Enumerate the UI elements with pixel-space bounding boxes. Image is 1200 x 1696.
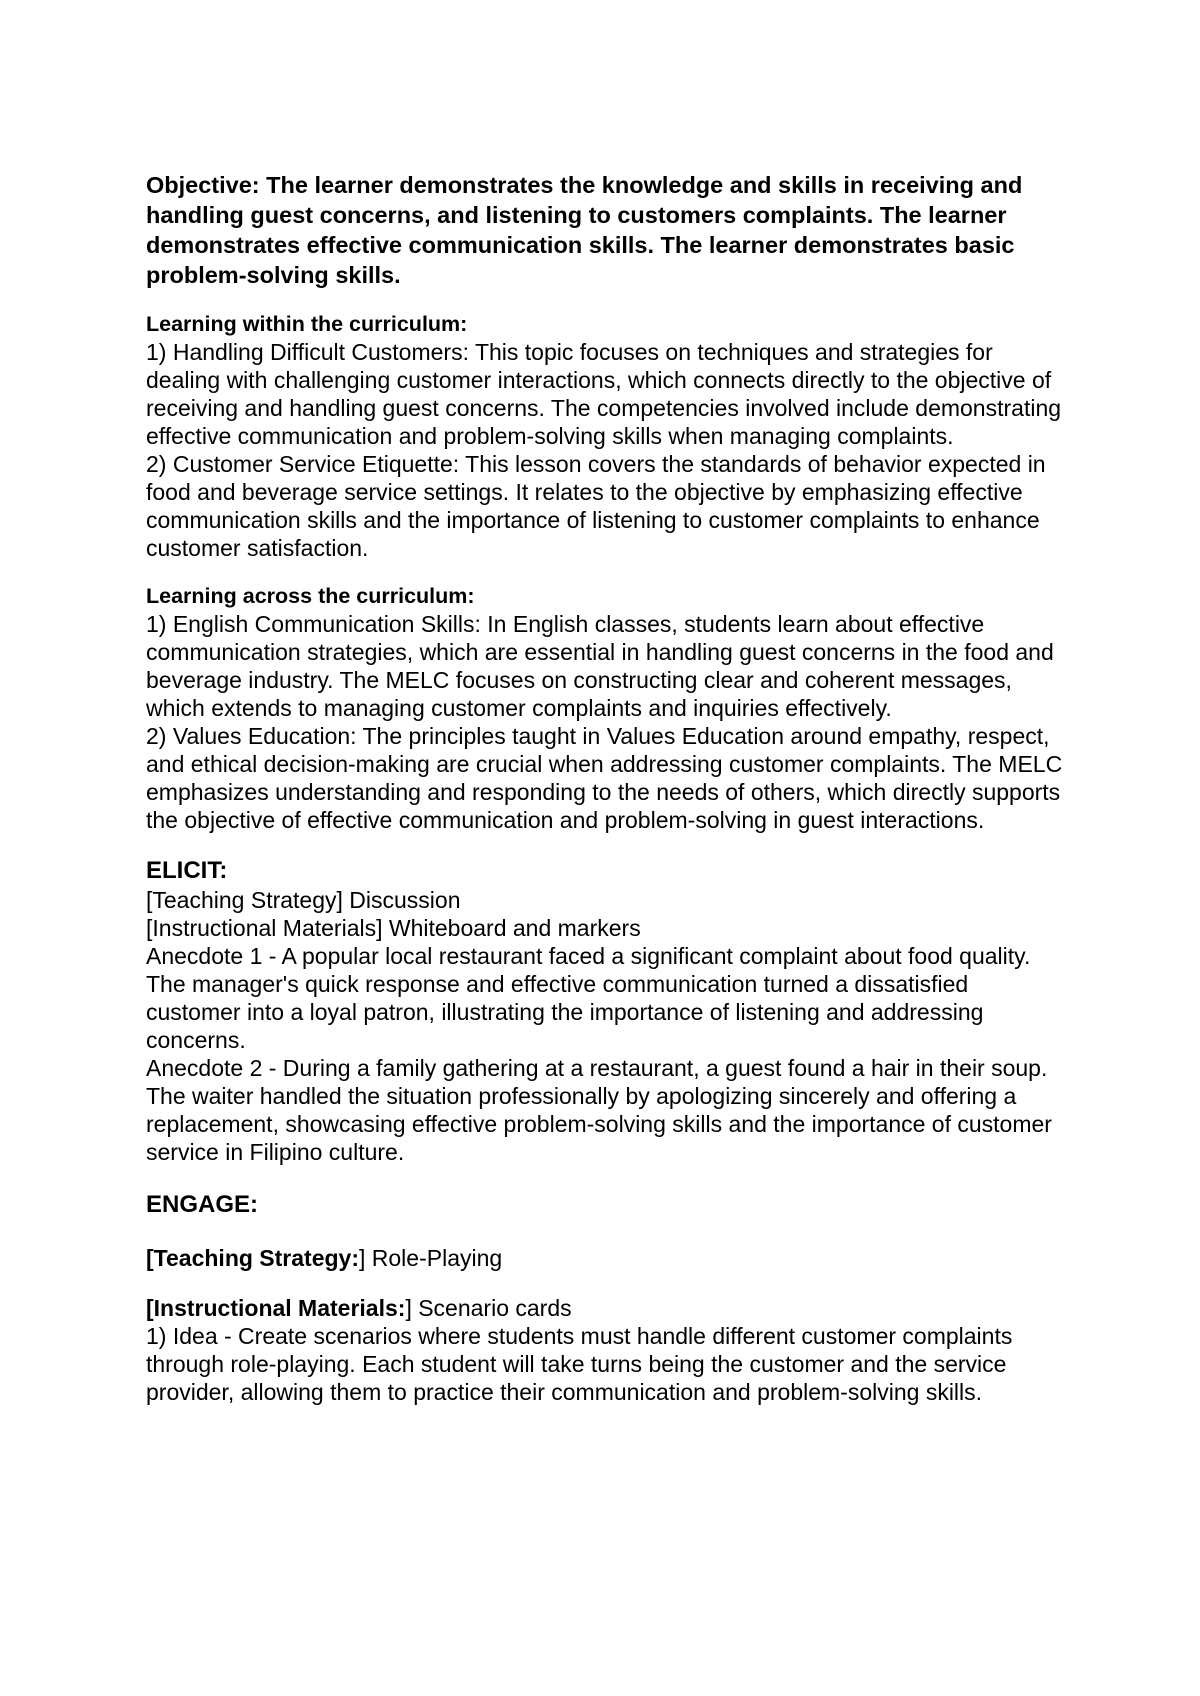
- learning-across-heading: Learning across the curriculum:: [146, 584, 475, 608]
- learning-within-section: [146, 310, 1066, 562]
- engage-teaching-strategy: [146, 1244, 1066, 1272]
- elicit-instructional-materials: [Instructional Materials] Whiteboard and markers: [146, 915, 641, 941]
- objective-text: The learner demonstrates the knowledge and skills in receiving and handling guest concerns, and listening to customers complaints. The learner demonstrates effective communication skills. The learner demonstrates basic problem-solving skills.: [146, 172, 1023, 288]
- objective-label: Objective:: [146, 172, 260, 198]
- engage-instructional-materials: [146, 1294, 1066, 1322]
- learning-within-item: 1) Handling Difficult Customers: This topic focuses on techniques and strategies for dealing with challenging customer interactions, which connects directly to the objective of receiving and handling guest concerns. The competencies involved include demonstrating effective communication and problem-solving skills when managing complaints.: [146, 339, 1062, 449]
- learning-within-item: 2) Customer Service Etiquette: This lesson covers the standards of behavior expected in food and beverage service settings. It relates to the objective by emphasizing effective communication skills and the importance of listening to customer complaints to enhance customer satisfaction.: [146, 451, 1046, 561]
- engage-materials-label: [Instructional Materials:: [146, 1295, 406, 1321]
- elicit-heading: ELICIT:: [146, 857, 228, 884]
- engage-heading: ENGAGE:: [146, 1191, 259, 1218]
- learning-across-section: [146, 582, 1066, 834]
- document-page: [146, 170, 1066, 1406]
- elicit-section: [146, 856, 1066, 1166]
- engage-strategy-label: [Teaching Strategy:: [146, 1245, 359, 1271]
- engage-idea: 1) Idea - Create scenarios where students must handle different customer complaints through role-playing. Each student will take turns being the customer and the service provider, allowing them to practice their communication and problem-solving skills.: [146, 1323, 1013, 1405]
- learning-within-heading: Learning within the curriculum:: [146, 312, 468, 336]
- objective-paragraph: [146, 170, 1066, 290]
- elicit-teaching-strategy: [Teaching Strategy] Discussion: [146, 887, 461, 913]
- elicit-anecdote-1: Anecdote 1 - A popular local restaurant faced a significant complaint about food quality. The manager's quick response and effective communication turned a dissatisfied customer into a loyal patron, illustrating the importance of listening and addressing concerns.: [146, 943, 1031, 1053]
- engage-strategy-value: ] Role-Playing: [359, 1245, 503, 1271]
- learning-across-item: 2) Values Education: The principles taught in Values Education around empathy, respect, and ethical decision-making are crucial when addressing customer complaints. The MELC emphasizes understanding and responding to the needs of others, which directly supports the objective of effective communication and problem-solving in guest interactions.: [146, 723, 1063, 833]
- engage-materials-value: ] Scenario cards: [405, 1295, 572, 1321]
- learning-across-item: 1) English Communication Skills: In English classes, students learn about effective communication strategies, which are essential in handling guest concerns in the food and beverage industry. The MELC focuses on constructing clear and coherent messages, which extends to managing customer complaints and inquiries effectively.: [146, 611, 1054, 721]
- engage-section: [146, 1190, 1066, 1406]
- elicit-anecdote-2: Anecdote 2 - During a family gathering at a restaurant, a guest found a hair in their soup. The waiter handled the situation professionally by apologizing sincerely and offering a replacement, showcasing effective problem-solving skills and the importance of customer service in Filipino culture.: [146, 1055, 1052, 1165]
